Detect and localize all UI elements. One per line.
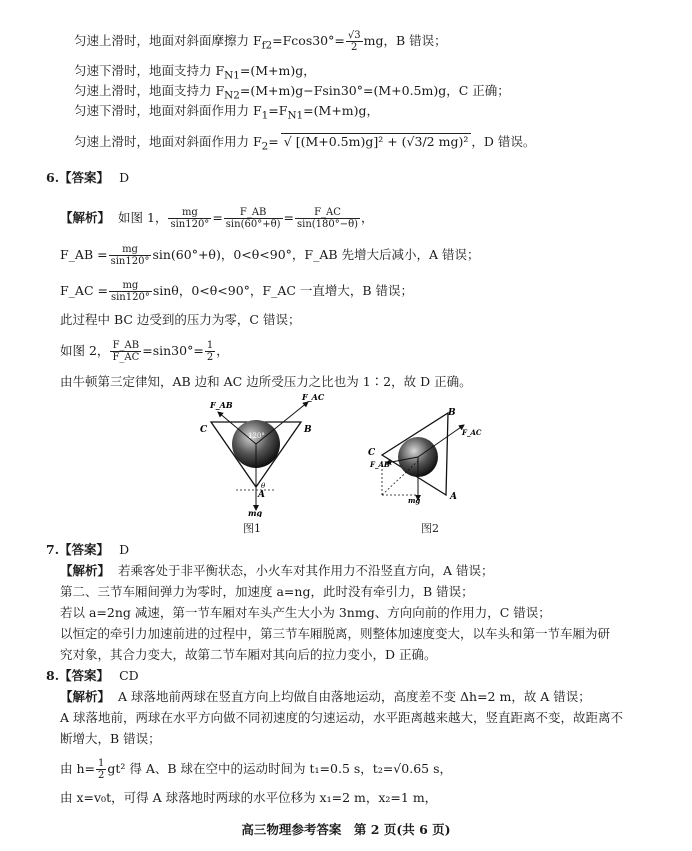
figure-1-diagram (196, 392, 326, 517)
den: F_AC (112, 352, 140, 363)
den: 2 (206, 352, 214, 363)
text: 以恒定的牵引力加速前进的过程中，第三节车厢脱离，则整体加速度变大，以车头和第一节车厢为研 (60, 626, 611, 641)
text: sinθ，0<θ<90°，F_AC 一直增大，B 错误； (152, 283, 414, 298)
analysis-tag: 【解析】 (60, 689, 111, 704)
q6-line3 (60, 280, 413, 303)
text: A 球落地前，两球在水平方向做不同初速度的匀速运动，水平距离越来越大，竖直距离不变，故距离不 (60, 710, 624, 725)
num: √3 (347, 30, 361, 41)
text: 匀速下滑时，地面支持力 F (74, 63, 225, 78)
label-a: A (450, 492, 457, 502)
label-fab: F_AB (210, 400, 233, 410)
den: 2 (351, 42, 358, 53)
text: 匀速下滑时，地面对斜面作用力 F (74, 103, 262, 118)
text: gt² 得 A、B 球在空中的运动时间为 t₁=0.5 s，t₂=√0.65 s， (107, 761, 452, 776)
text: 由牛顿第三定律知，AB 边和 AC 边所受压力之比也为 1∶2，故 D 正确。 (60, 374, 472, 389)
fraction (168, 207, 211, 230)
question-number: 8.【答案】 (46, 668, 110, 683)
fraction (295, 207, 360, 230)
text: 匀速上滑时，地面对斜面摩擦力 F (74, 33, 262, 48)
q8-line1 (60, 689, 591, 705)
num: mg (109, 244, 152, 256)
q8-line5 (60, 790, 437, 806)
num: 1 (98, 758, 105, 769)
text: 如图 2， (60, 343, 110, 358)
q7-line3 (60, 605, 551, 621)
label-mg: mg (248, 508, 263, 517)
fraction (346, 30, 363, 53)
line-force-down (74, 103, 379, 124)
q8-answer-line (46, 668, 139, 684)
den: sin120° (110, 292, 150, 303)
radicand: [(M+0.5m)g]² + (√3/2 mg)² (295, 134, 469, 149)
den: sin(60°+θ) (225, 219, 281, 230)
fraction (96, 758, 106, 781)
label-theta: θ (261, 482, 266, 490)
fraction (205, 340, 215, 363)
text: 匀速上滑时，地面支持力 F (74, 83, 225, 98)
label-fab: F_AB (370, 460, 390, 469)
q6-line5 (60, 340, 229, 363)
text: 断增大，B 错误； (60, 731, 161, 746)
text: ， (216, 343, 229, 358)
text: F_AB = (60, 247, 108, 262)
text: 若乘客处于非平衡状态，小火车对其作用力不沿竖直方向，A 错误； (118, 563, 494, 578)
text: =F (268, 103, 288, 118)
label-fac: F_AC (462, 428, 482, 437)
text: mg，B 错误； (363, 33, 447, 48)
text: =Fcos30°= (272, 33, 345, 48)
text: 由 h= (60, 761, 95, 776)
analysis-tag: 【解析】 (60, 563, 111, 578)
text: F_AC = (60, 283, 108, 298)
label-c: C (368, 448, 376, 458)
q6-answer-line (46, 170, 129, 186)
fraction (224, 207, 283, 230)
text: sin(60°+θ)，0<θ<90°，F_AB 先增大后减小，A 错误； (152, 247, 480, 262)
page-footer: 高三物理参考答案 第 2 页(共 6 页) (241, 822, 451, 837)
answer: CD (119, 668, 139, 683)
question-number: 6.【答案】 (46, 170, 110, 185)
sub: N1 (287, 109, 304, 122)
num: mg (109, 280, 152, 292)
text: =(M+m)g−Fsin30°=(M+0.5m)g，C 正确； (239, 83, 510, 98)
sub: 2 (261, 140, 269, 153)
num: 1 (206, 340, 214, 351)
num: F_AB (110, 340, 141, 352)
text: = (268, 134, 279, 149)
sub: N2 (224, 89, 240, 102)
fraction (110, 340, 141, 363)
text: =(M+m)g， (239, 63, 316, 78)
line-friction-up (74, 30, 447, 54)
den: 2 (98, 770, 105, 781)
num: F_AB (224, 207, 283, 219)
sqrt-expression: √ [(M+0.5m)g]² + (√3/2 mg)² (281, 133, 472, 149)
line-force-up (74, 134, 535, 155)
text: 究对象，其合力变大，故第二节车厢对其向后的拉力变小，D 正确。 (60, 647, 437, 662)
label-b: B (304, 425, 312, 435)
q8-line3 (60, 731, 161, 747)
text: 若以 a=2ng 减速，第一节车厢对车头产生大小为 3nmg、方向向前的作用力，C 错误； (60, 605, 551, 620)
q6-line1: 【解析】 如图 1， $\frac{mg}{\sin 120^\circ}$ = $\frac{F\_AB}{\sin(60^\circ+\theta)}$ = $\frac{F\_AC}{\sin(180^\circ-\theta)}$ ， (60, 207, 374, 230)
analysis-tag: 【解析】 (60, 210, 111, 225)
line-support-down (74, 63, 316, 84)
question-number: 7.【答案】 (46, 542, 110, 557)
q8-line4 (60, 758, 452, 781)
text: 如图 1， (118, 210, 168, 225)
q7-line4 (60, 626, 610, 642)
text: 匀速上滑时，地面对斜面作用力 F (74, 134, 262, 149)
text: 由 x=v₀t，可得 A 球落地时两球的水平位移为 x₁=2 m，x₂=1 m， (60, 790, 438, 805)
den: sin120° (170, 219, 210, 230)
sub: 1 (261, 109, 269, 122)
text: 此过程中 BC 边受到的压力为零，C 错误； (60, 312, 301, 327)
figure-2-caption: 图2 (421, 522, 439, 535)
text: =sin30°= (142, 343, 204, 358)
figure-1-caption: 图1 (243, 522, 261, 535)
q7-line2 (60, 584, 474, 600)
label-fac: F_AC (302, 392, 325, 402)
num: mg (168, 207, 211, 219)
label-mg: mg (408, 496, 421, 505)
label-a: A (258, 490, 265, 500)
den: sin120° (110, 256, 150, 267)
num: F_AC (295, 207, 360, 219)
text: =(M+m)g， (303, 103, 380, 118)
label-c: C (200, 425, 208, 435)
q6-line2 (60, 244, 480, 267)
q7-line1 (60, 563, 494, 579)
q7-line5 (60, 647, 437, 663)
answer: D (119, 170, 130, 185)
figure-2-diagram (368, 405, 488, 505)
den: sin(180°−θ) (296, 219, 359, 230)
text: A 球落地前两球在竖直方向上均做自由落地运动，高度差不变 Δh=2 m，故 A 错误； (118, 689, 591, 704)
text: ，D 错误。 (471, 134, 536, 149)
label-angle: 120° (248, 432, 265, 440)
line-support-up (74, 83, 510, 104)
fraction (109, 244, 152, 267)
answer: D (119, 542, 130, 557)
q6-line4 (60, 312, 300, 328)
text: 第二、三节车厢间弹力为零时，加速度 a=ng，此时没有牵引力，B 错误； (60, 584, 474, 599)
sub: f2 (261, 39, 273, 52)
sub: N1 (224, 69, 240, 82)
q6-line6 (60, 374, 472, 390)
label-b: B (448, 408, 456, 418)
fraction (109, 280, 152, 303)
q7-answer-line (46, 542, 129, 558)
q8-line2 (60, 710, 623, 726)
